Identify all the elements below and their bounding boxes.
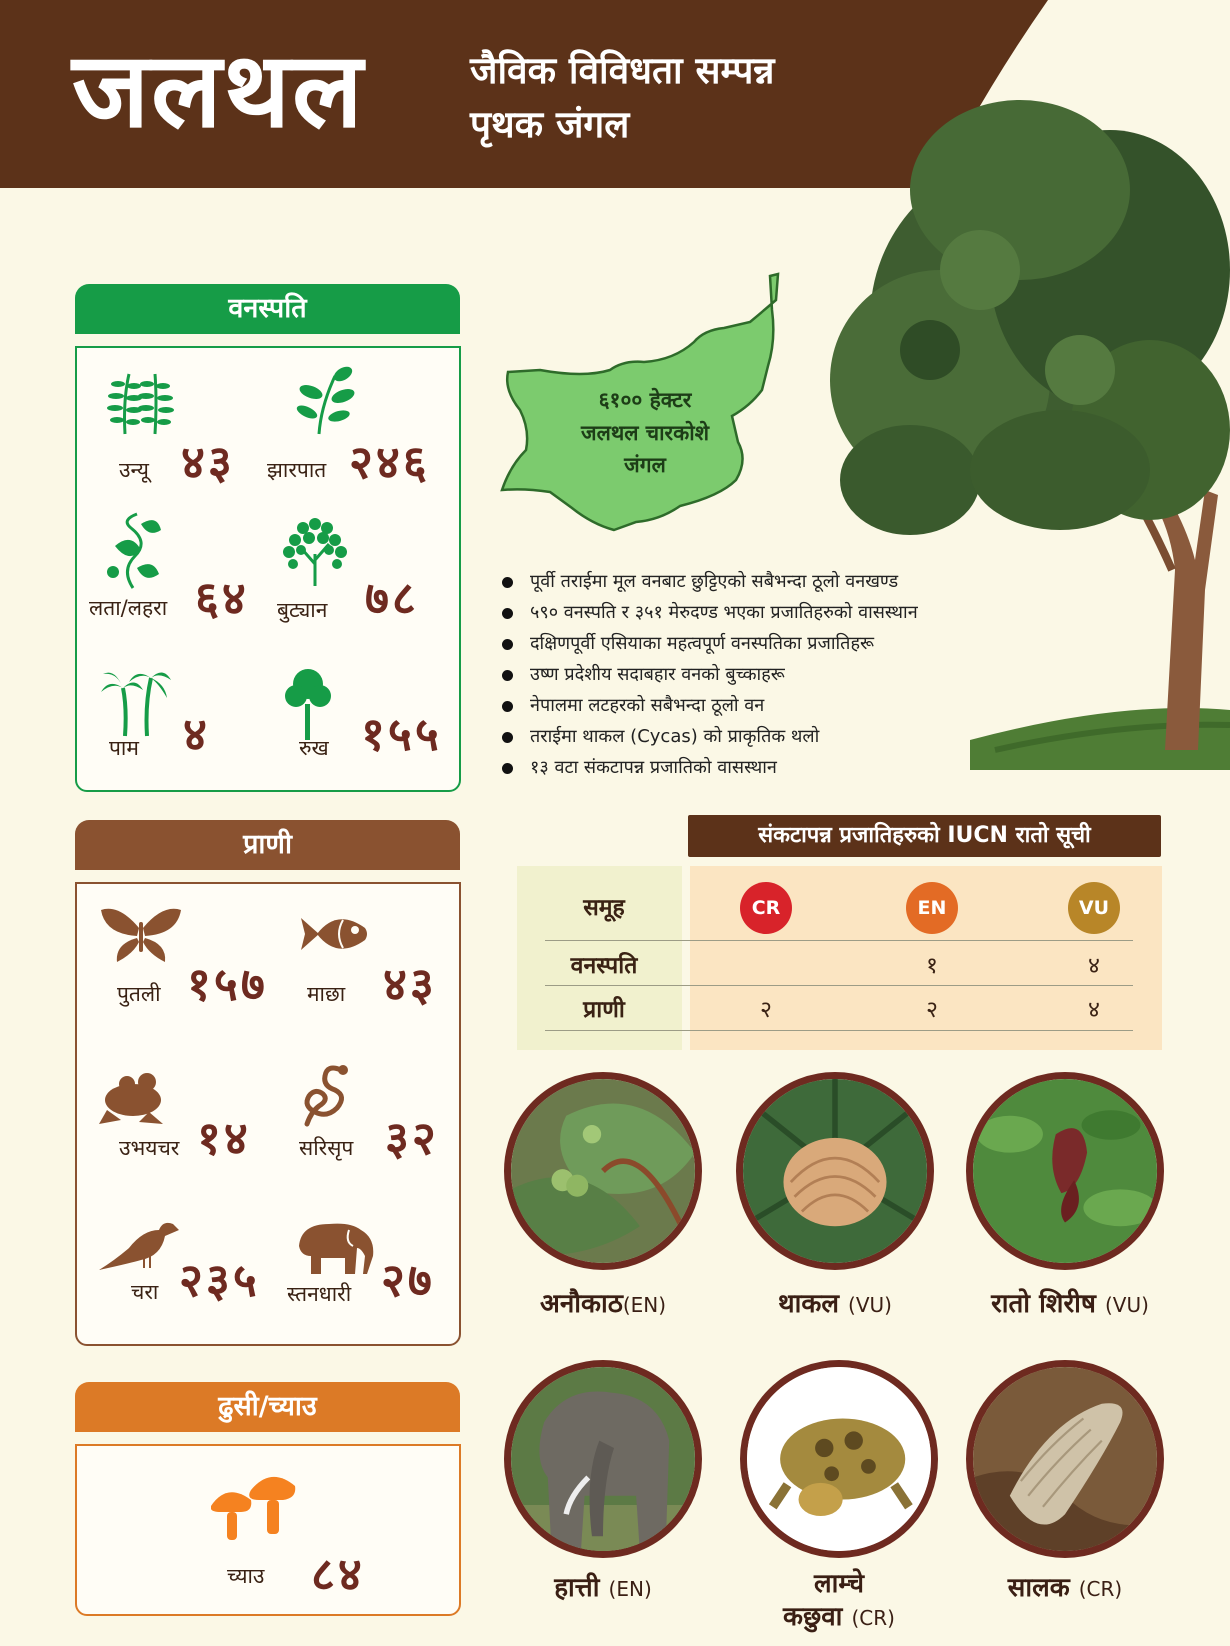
list-item: पूर्वी तराईमा मूल वनबाट छुट्टिएको सबैभन्दा ठूलो वनखण्ड	[500, 566, 1060, 597]
species-caption: हात्ती (EN)	[554, 1573, 652, 1603]
snake-icon	[297, 1064, 353, 1130]
vine-icon	[101, 510, 165, 590]
vegetation-value: ४	[183, 707, 210, 761]
highlights-list	[500, 566, 1060, 783]
fauna-value: २७	[381, 1253, 435, 1307]
tortoise-photo	[740, 1360, 938, 1558]
iucn-row-vu: ४	[1088, 953, 1100, 979]
table-divider	[545, 940, 1133, 941]
cr-badge: CR	[740, 882, 792, 934]
iucn-group-header: समूह	[583, 895, 625, 921]
map-label	[540, 384, 750, 482]
anaukath-photo	[504, 1072, 702, 1270]
fauna-label: सरिसृप	[299, 1136, 354, 1160]
table-divider	[545, 1030, 1133, 1031]
bird-icon	[99, 1218, 181, 1270]
subtitle-line-1: जैविक विविधता सम्पन्न	[470, 49, 775, 92]
species-caption: थाकल (VU)	[778, 1289, 892, 1319]
list-item: उष्ण प्रदेशीय सदाबहार वनको बुच्काहरू	[500, 659, 1060, 690]
vu-badge: VU	[1068, 882, 1120, 934]
mushroom-icon	[211, 1470, 297, 1542]
vegetation-label: पाम	[109, 736, 139, 760]
fauna-panel	[75, 882, 461, 1346]
vegetation-value: ६४	[195, 571, 249, 625]
fauna-heading: प्राणी	[75, 820, 460, 870]
fungi-heading: ढुसी/च्याउ	[75, 1382, 460, 1432]
fungi-panel	[75, 1444, 461, 1616]
tree-icon	[283, 664, 333, 740]
iucn-row-group: वनस्पति	[570, 953, 638, 979]
fauna-value: ३२	[385, 1111, 439, 1165]
vegetation-heading: वनस्पति	[75, 284, 460, 334]
cycas-photo	[736, 1072, 934, 1270]
vegetation-value: २४६	[349, 435, 430, 489]
species-caption: रातो शिरीष (VU)	[991, 1289, 1149, 1319]
map-name: जलथल चारकोशे	[581, 420, 709, 445]
shrub-icon	[277, 514, 353, 588]
species-caption: लाम्चे कछुवा (CR)	[783, 1569, 895, 1632]
fauna-value: ४३	[383, 957, 437, 1011]
vegetation-label: रुख	[299, 736, 329, 760]
fungi-label: च्याउ	[227, 1564, 265, 1588]
fauna-value: १४	[197, 1111, 251, 1165]
elephant-photo	[504, 1360, 702, 1558]
list-item: नेपालमा लटहरको सबैभन्दा ठूलो वन	[500, 690, 1060, 721]
fern-icon	[105, 370, 177, 436]
iucn-row-group: प्राणी	[583, 997, 625, 1023]
pangolin-photo	[966, 1360, 1164, 1558]
fauna-value: २३५	[179, 1253, 260, 1307]
fauna-label: माछा	[307, 982, 346, 1006]
list-item: ५९० वनस्पति र ३५१ मेरुदण्ड भएका प्रजातिहरुको वासस्थान	[500, 597, 1060, 628]
iucn-table-title: संकटापन्न प्रजातिहरुको IUCN रातो सूची	[688, 815, 1161, 857]
vegetation-label: लता/लहरा	[89, 596, 168, 620]
fish-icon	[299, 908, 371, 960]
rato-shirish-photo	[966, 1072, 1164, 1270]
species-caption: सालक (CR)	[1007, 1573, 1123, 1603]
map-area: ६१०० हेक्टर	[598, 388, 692, 412]
elephant-icon	[295, 1216, 379, 1274]
page-subtitle	[470, 44, 774, 151]
page-title: जलथल	[72, 29, 365, 151]
table-divider	[545, 985, 1133, 986]
fauna-label: पुतली	[117, 982, 161, 1006]
vegetation-label: झारपात	[267, 458, 327, 482]
list-item: दक्षिणपूर्वी एसियाका महत्वपूर्ण वनस्पतिका प्रजातिहरू	[500, 628, 1060, 659]
vegetation-label: बुट्यान	[277, 598, 328, 622]
iucn-row-vu: ४	[1088, 997, 1100, 1023]
map-type: जंगल	[624, 453, 666, 478]
palm-icon	[101, 664, 171, 738]
iucn-row-cr: २	[760, 997, 772, 1023]
vegetation-panel	[75, 346, 461, 792]
herb-icon	[295, 366, 357, 436]
butterfly-icon	[99, 904, 183, 964]
vegetation-value: ७८	[365, 571, 419, 625]
fauna-label: चरा	[131, 1280, 159, 1304]
vegetation-value: ४३	[181, 435, 235, 489]
fauna-label: उभयचर	[119, 1136, 180, 1160]
species-caption: अनौकाठ(EN)	[539, 1289, 667, 1319]
fungi-value: ८४	[311, 1547, 365, 1601]
list-item: १३ वटा संकटापन्न प्रजातिको वासस्थान	[500, 752, 1060, 783]
iucn-row-en: १	[926, 953, 938, 979]
fauna-value: १५७	[187, 957, 268, 1011]
subtitle-line-2: पृथक जंगल	[470, 102, 630, 146]
iucn-row-en: २	[926, 997, 938, 1023]
list-item: तराईमा थाकल (Cycas) को प्राकृतिक थलो	[500, 721, 1060, 752]
en-badge: EN	[906, 882, 958, 934]
frog-icon	[99, 1070, 165, 1126]
vegetation-value: १५५	[361, 707, 442, 761]
fauna-label: स्तनधारी	[287, 1282, 352, 1306]
vegetation-label: उन्यू	[119, 458, 149, 482]
